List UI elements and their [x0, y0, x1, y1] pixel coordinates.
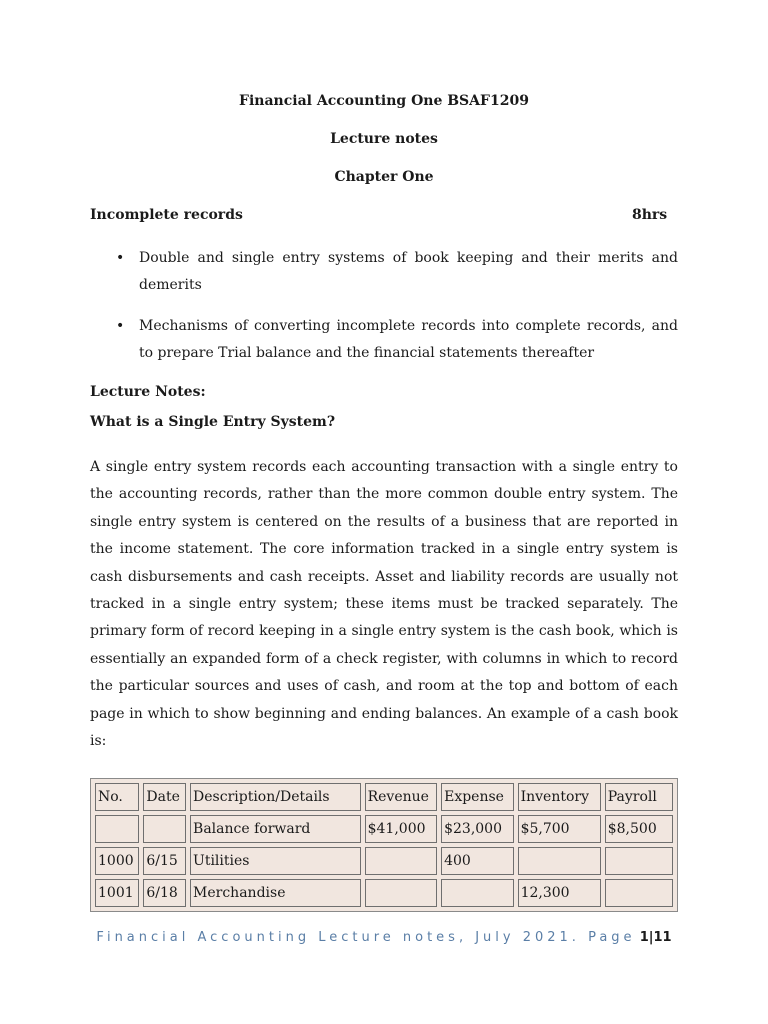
header-cell: Inventory: [518, 783, 601, 811]
page-footer: [0, 930, 768, 945]
table-cell: [95, 815, 139, 843]
table-cell: $5,700: [518, 815, 601, 843]
document-subtitle: Lecture notes: [330, 131, 438, 147]
lecture-notes-heading: Lecture Notes:: [90, 384, 206, 400]
table-cell: Utilities: [190, 847, 361, 875]
chapter-title: Chapter One: [334, 169, 434, 185]
table-cell: Balance forward: [190, 815, 361, 843]
table-header-row: [95, 783, 673, 811]
table-row: [95, 815, 673, 843]
table-cell: [605, 879, 673, 907]
footer-text: Financial Accounting Lecture notes, July 2021. Page: [96, 930, 636, 945]
list-item-text: Double and single entry systems of book keeping and their merits and demerits: [139, 250, 678, 293]
table-cell: 1001: [95, 879, 139, 907]
page-number: 1: [639, 930, 649, 945]
page-total: 11: [653, 930, 672, 945]
question-heading: What is a Single Entry System?: [90, 414, 336, 430]
header-cell: Revenue: [365, 783, 437, 811]
table-cell: [365, 847, 437, 875]
table-cell: [143, 815, 186, 843]
objectives-list: [90, 245, 678, 381]
table-cell: 400: [441, 847, 513, 875]
header-cell: No.: [95, 783, 139, 811]
table-cell: $41,000: [365, 815, 437, 843]
header-cell: Date: [143, 783, 186, 811]
body-paragraph: A single entry system records each accounting transaction with a single entry to the accounting records, rather than the more common double entry system. The single entry system is centered on the results of a business that are reported in the income statement. The core information tracked in a single entry system is cash disbursements and cash receipts. Asset and liability records are usually not tracked in a single entry system; these items must be tracked separately. The primary form of record keeping in a single entry system is the cash book, which is essentially an expanded form of a check register, with columns in which to record the particular sources and uses of cash, and room at the top and bottom of each page in which to show beginning and ending balances. An example of a cash book is:: [90, 459, 678, 750]
table-cell: [605, 847, 673, 875]
table-cell: [441, 879, 513, 907]
table-row: [95, 847, 673, 875]
list-item-text: Mechanisms of converting incomplete records into complete records, and to prepare Trial balance and the financial statements thereafter: [139, 318, 678, 361]
topic-heading: Incomplete records: [90, 207, 243, 223]
table-cell: [365, 879, 437, 907]
header-cell: Payroll: [605, 783, 673, 811]
table-cell: 12,300: [518, 879, 601, 907]
header-cell: Expense: [441, 783, 513, 811]
table-cell: $23,000: [441, 815, 513, 843]
document-title: Financial Accounting One BSAF1209: [239, 93, 529, 109]
table-cell: [518, 847, 601, 875]
cash-book-table: [90, 778, 678, 912]
bullet-icon: •: [116, 250, 125, 266]
table-cell: $8,500: [605, 815, 673, 843]
table-row: [95, 879, 673, 907]
table-cell: 1000: [95, 847, 139, 875]
topic-hours: 8hrs: [632, 207, 668, 223]
list-item: [90, 245, 678, 299]
table-cell: 6/18: [143, 879, 186, 907]
table-cell: 6/15: [143, 847, 186, 875]
list-item: [90, 313, 678, 367]
table-cell: Merchandise: [190, 879, 361, 907]
footer-separator: |: [648, 930, 654, 945]
header-cell: Description/Details: [190, 783, 361, 811]
bullet-icon: •: [116, 318, 125, 334]
